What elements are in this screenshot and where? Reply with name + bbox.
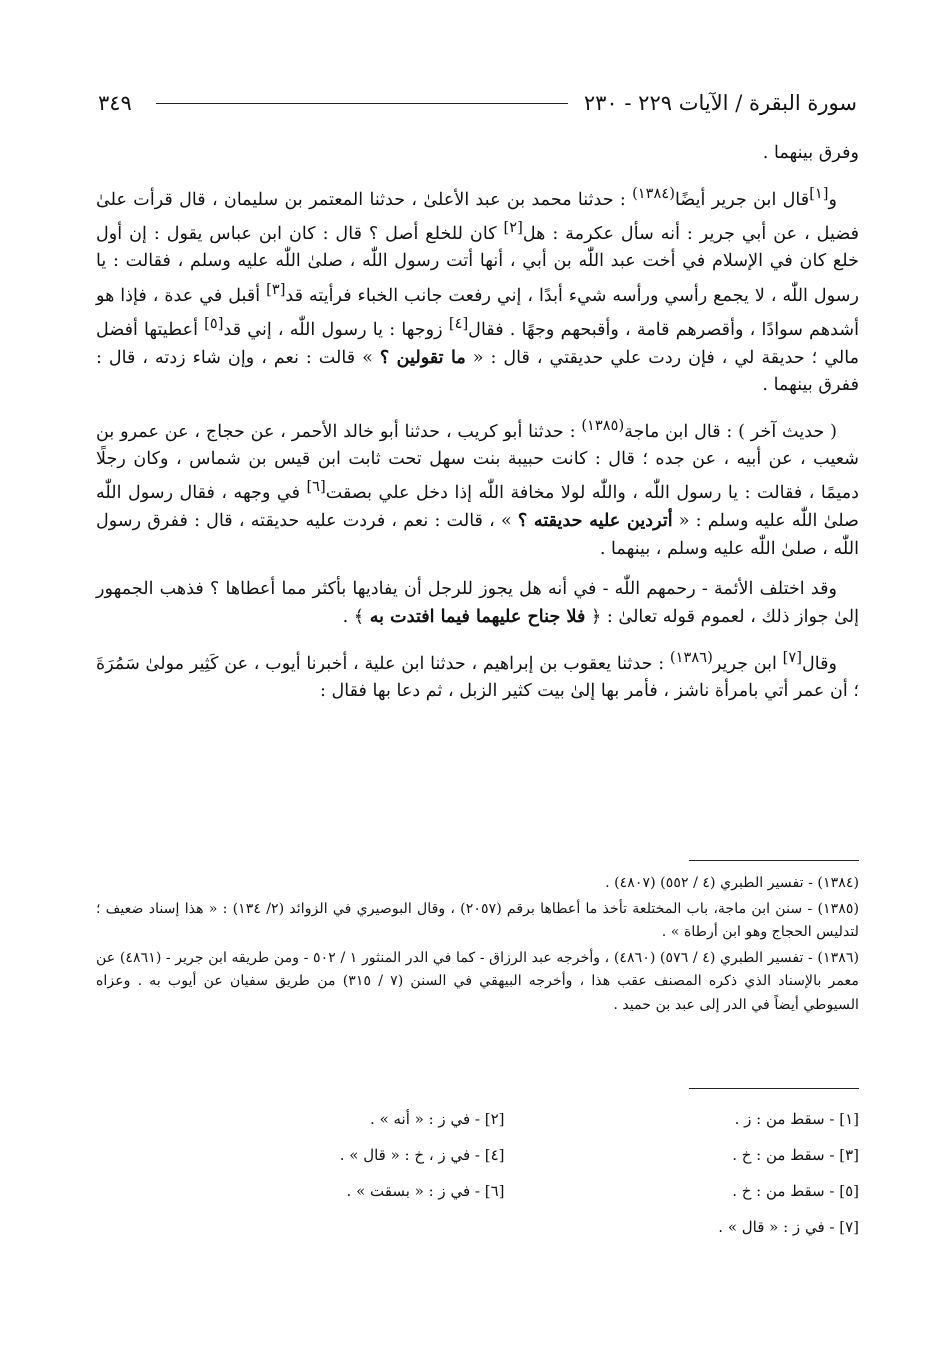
variant-note: [٤] - في ز ، خ : « قال » . [339,1146,505,1164]
footnote: (١٣٨٤) - تفسير الطبري (٤ / ٥٥٢) (٤٨٠٧) . [605,875,859,891]
text-run: و [828,190,837,211]
header-rule [156,103,568,104]
text-run: ﴾ . [342,607,370,627]
variant-marker: [٧] [782,649,802,667]
text-run: : حدثنا محمد بن عبد الأعلىٰ ، حدثنا المعتمر بن سليمان ، قال قرأت علىٰ فضيل ، عن أبي جرير : أنه سأل عكرمة : هل [96,190,859,245]
text-run: وقال [801,654,837,675]
text-run: وقد اختلف الأئمة - رحمهم اللّٰه - في أنه هل يجوز للرجل أن يفاديها بأكثر مما أعطاها ؟ فذهب الجمهور إلىٰ جواز ذلك ، لعموم قوله تعالىٰ : ﴿ [96,578,859,627]
variant-marker: [٣] [266,280,286,298]
variant-marker: [١] [809,185,829,203]
text-run: كان للخلع أصل ؟ قال : كان ابن عباس يقول : إن أول خلع كان في الإسلام في أخت عبد اللّٰه بن أبي ، أنها أتت رسول اللّٰه ، صلىٰ اللّٰه عليه وسلم ، فقالت : يا رسول اللّٰه ، لا يجمع رأسي ورأسه شيء أبدًا ، إني رفعت جانب الخباء فرأيته قد [96,224,859,306]
text-run: » ، قالت : نعم ، فردت عليه حديقته ، قال : ففرق رسول اللّٰه ، صلىٰ اللّٰه عليه وسلم ، بينهما . [96,511,859,559]
text-run: » قالت : نعم ، وإن شاء زدته ، قال : ففرق بينهما . [96,347,859,395]
paragraph-0 [96,140,859,167]
paragraph-4 [96,644,859,705]
text-run: زوجها : يا رسول اللّٰه ، إني قد [223,319,449,340]
footnote-ref: (١٣٨٤) [632,185,676,203]
main-text [96,140,859,718]
variant-marker: [٤] [448,314,469,332]
variant-note: [٣] - سقط من : خ . [732,1146,859,1164]
bold-quote: ما تقولين ؟ [379,346,466,368]
text-run: : حدثنا أبو كريب ، حدثنا أبو خالد الأحمر ، عن حجاج ، عن عمرو بن شعيب ، عن أبيه ، عن جده ؛ قال : كانت حبيبة بنت سهل تحت ثابت ابن قيس بن شماس ، وكان رجلًا دميمًا ، فقالت : يا رسول اللّٰه ، واللّٰه لولا مخافة اللّٰه إذا دخل علي بصقت [96,421,859,504]
variant-readings [150,1104,859,1242]
variants-divider [689,1088,859,1089]
variant-note: [٢] - في ز : « أنه » . [370,1110,505,1128]
running-header [98,86,857,120]
paragraph-2 [96,412,859,563]
footnotes [96,872,859,1019]
variant-marker: [٦] [306,478,326,496]
variant-note: [٧] - في ز : « قال » . [718,1218,859,1236]
text-run: قال ابن جرير أيضًا [675,190,810,211]
text-run: ( حديث آخر ) : قال ابن ماجة [624,421,837,442]
variant-marker: [٢] [503,219,523,237]
paragraph-1 [96,180,859,399]
text-run: أقبل في عدة ، فإذا هو أشدهم سوادًا ، وأقصرهم قامة ، وأقبحهم وجهًا . فقال [96,285,859,340]
variant-note: [٥] - سقط من : خ . [732,1182,859,1200]
page-number: ٣٤٩ [98,91,132,115]
variant-note: [٦] - في ز : « بسقت » . [346,1182,505,1200]
running-title: سورة البقرة / الآيات ٢٢٩ - ٢٣٠ [583,91,857,115]
bold-quote: أتردين عليه حديقته ؟ [517,510,673,532]
text-run: ابن جرير [712,654,783,675]
variant-marker: [٥] [204,314,224,332]
text-run: أعطيتها أفضل مالي ؛ حديقة لي ، فإن ردت علي حديقتي ، قال : « [96,319,860,368]
text-run: : حدثنا يعقوب بن إبراهيم ، حدثنا ابن علية ، أخبرنا أيوب ، عن كَثِير مولىٰ سَمُرَةَ ؛ أن عمر أتي بامرأة ناشز ، فأمر بها إلىٰ بيت كثير الزبل ، ثم دعا بها فقال : [96,654,859,702]
footnote: (١٣٨٦) - تفسير الطبري (٤ / ٥٧٦) (٤٨٦٠) ، وأخرجه عبد الرزاق - كما في الدر المنثور ١ / ٥٠٢ - ومن طريقه ابن جرير - (٤٨٦١) عن معمر بالإسناد الذي ذكره المصنف عقب هذا ، وأخرجه البيهقي في السنن (٧ / ٣١٥) من طريق سفيان عن أيوب به . وعزاه السيوطي أيضاً في الدر إلى عبد بن حميد . [96,949,859,1013]
variant-note: [١] - سقط من : ز . [734,1110,859,1128]
p0-text: وفرق بينهما . [762,143,859,163]
footnote-divider [689,860,859,861]
footnote: (١٣٨٥) - سنن ابن ماجة، باب المختلعة تأخذ ما أعطاها برقم (٢٠٥٧) ، وقال البوصيري في الزوائد (٢/ ١٣٤) : « هذا إسناد ضعيف ؛ لتدليس الحجاج وهو ابن أرطاة » . [96,900,860,940]
footnote-ref: (١٣٨٦) [669,649,713,667]
text-run: في وجهه ، فقال رسول اللّٰه صلىٰ اللّٰه عليه وسلم : « [96,483,859,532]
quran-quote: فلا جناح عليهما فيما افتدت به [369,606,586,627]
footnote-ref: (١٣٨٥) [581,417,625,435]
paragraph-3 [96,576,859,631]
